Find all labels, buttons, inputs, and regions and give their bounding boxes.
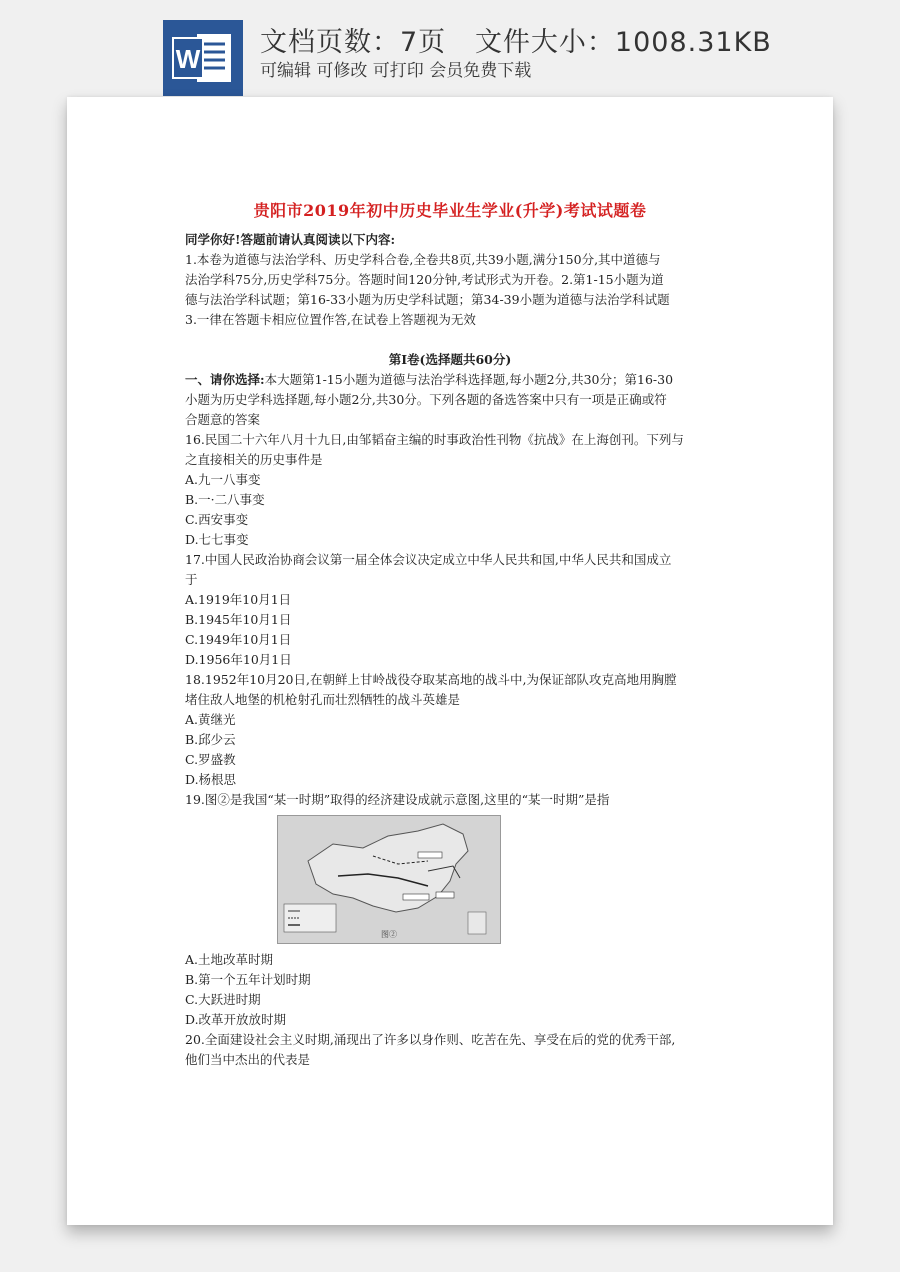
doc-meta <box>260 20 772 59</box>
question-17-option: B.1945年10月1日 <box>185 612 292 627</box>
intro-line: 3.一律在答题卡相应位置作答,在试卷上答题视为无效 <box>185 312 476 327</box>
question-19-option: B.第一个五年计划时期 <box>185 972 311 987</box>
china-map-figure <box>277 815 501 944</box>
question-17-option: A.1919年10月1日 <box>185 592 292 607</box>
feature-list: 可编辑 可修改 可打印 会员免费下载 <box>260 61 532 81</box>
question-19-option: A.土地改革时期 <box>185 952 274 967</box>
question-19-option: D.改革开放放时期 <box>185 1012 287 1027</box>
question-20-text: 20.全面建设社会主义时期,涌现出了许多以身作则、吃苦在先、享受在后的党的优秀干部, <box>185 1032 676 1047</box>
intro-line: 1.本卷为道德与法治学科、历史学科合卷,全卷共8页,共39小题,满分150分,其中道德与 <box>185 252 661 267</box>
question-18-text: 18.1952年10月20日,在朝鲜上甘岭战役夺取某高地的战斗中,为保证部队攻克高地用胸膛 <box>185 672 677 687</box>
part-text: 本大题第1-15小题为道德与法治学科选择题,每小题2分,共30分；第16-30 <box>264 372 674 387</box>
question-18-option: A.黄继光 <box>185 712 236 727</box>
intro-line: 法治学科75分,历史学科75分。答题时间120分钟,考试形式为开卷。2.第1-15小题为道 <box>185 272 664 287</box>
question-17-text: 于 <box>185 572 198 587</box>
word-icon-letter: W <box>175 44 201 74</box>
part-line: 合题意的答案 <box>185 412 261 427</box>
question-18-option: B.邱少云 <box>185 732 236 747</box>
question-18-text: 堵住敌人地堡的机枪射孔而壮烈牺牲的战斗英雄是 <box>185 692 461 707</box>
download-banner <box>0 0 900 110</box>
question-17-option: C.1949年10月1日 <box>185 632 292 647</box>
figure-caption: 图② <box>381 930 397 939</box>
file-size: 文件大小：1008.31KB <box>474 27 772 58</box>
question-16-option: D.七七事变 <box>185 532 249 547</box>
intro-line: 德与法治学科试题；第16-33小题为历史学科试题；第34-39小题为道德与法治学科试题 <box>185 292 670 307</box>
page-count: 文档页数：7页 <box>260 27 447 58</box>
question-16-option: A.九一八事变 <box>185 472 261 487</box>
exam-title: 贵阳市2019年初中历史毕业生学业(升学)考试试题卷 <box>253 201 647 220</box>
section-title: 第Ⅰ卷(选择题共60分) <box>388 352 512 367</box>
part-line <box>185 370 725 390</box>
map-image <box>278 816 500 943</box>
question-17-text: 17.中国人民政治协商会议第一届全体会议决定成立中华人民共和国,中华人民共和国成立 <box>185 552 672 567</box>
intro-heading: 同学你好!答题前请认真阅读以下内容: <box>185 232 396 247</box>
question-20-text: 他们当中杰出的代表是 <box>185 1052 311 1067</box>
question-16-text: 16.民国二十六年八月十九日,由邹韬奋主编的时事政治性刊物《抗战》在上海创刊。下列与 <box>185 432 684 447</box>
question-19-text: 19.图②是我国“某一时期”取得的经济建设成就示意图,这里的“某一时期”是指 <box>185 792 610 807</box>
part-label: 一、请你选择: <box>185 372 265 387</box>
question-17-option: D.1956年10月1日 <box>185 652 292 667</box>
question-16-text: 之直接相关的历史事件是 <box>185 452 323 467</box>
word-doc-icon <box>163 20 243 96</box>
question-18-option: C.罗盛教 <box>185 752 236 767</box>
part-line: 小题为历史学科选择题,每小题2分,共30分。下列各题的备选答案中只有一项是正确或符 <box>185 392 667 407</box>
question-16-option: B.一·二八事变 <box>185 492 265 507</box>
question-16-option: C.西安事变 <box>185 512 249 527</box>
question-19-option: C.大跃进时期 <box>185 992 261 1007</box>
question-18-option: D.杨根思 <box>185 772 237 787</box>
